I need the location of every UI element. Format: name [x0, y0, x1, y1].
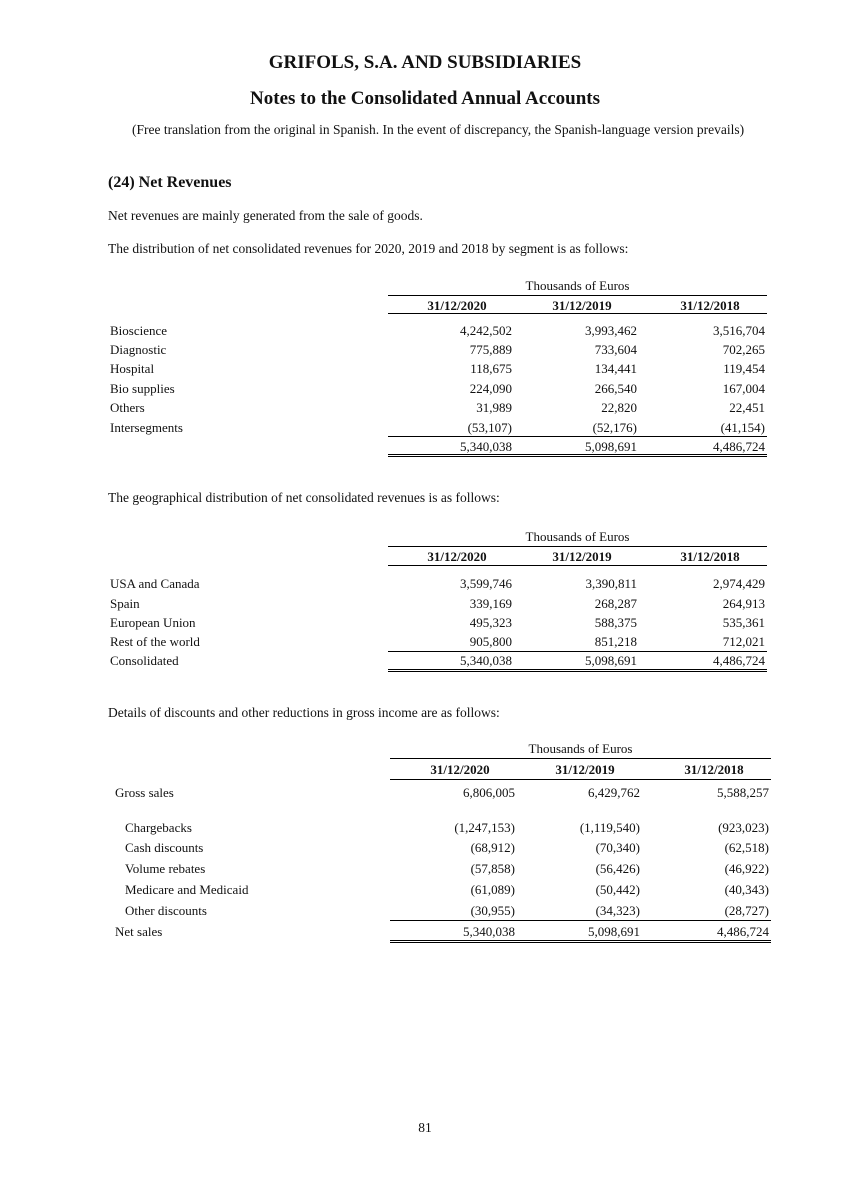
table-row — [0, 361, 850, 379]
table-row — [0, 840, 850, 858]
cell-value: 264,913 — [722, 596, 765, 611]
table-row — [0, 342, 850, 360]
cell-value: 266,540 — [594, 381, 637, 396]
column-header: 31/12/2018 — [684, 762, 744, 777]
row-label: European Union — [110, 615, 196, 630]
cell-value: 3,516,704 — [713, 323, 765, 338]
table-row — [0, 861, 850, 879]
table-row — [0, 596, 850, 614]
table-row — [0, 785, 850, 803]
cell-value: (70,340) — [595, 840, 640, 855]
column-header: 31/12/2019 — [555, 762, 615, 777]
cell-value: 4,486,724 — [713, 653, 765, 668]
segment-intro-text: The distribution of net consolidated revenues for 2020, 2019 and 2018 by segment is as follows: — [108, 241, 629, 256]
table-row — [0, 820, 850, 838]
cell-value: (62,518) — [724, 840, 769, 855]
cell-value: (41,154) — [720, 420, 765, 435]
cell-value: (34,323) — [595, 903, 640, 918]
cell-value: 167,004 — [722, 381, 765, 396]
header-top-rule — [388, 546, 767, 547]
row-label: Diagnostic — [110, 342, 167, 357]
cell-value: 119,454 — [723, 361, 765, 376]
table-row — [0, 634, 850, 652]
cell-value: 5,340,038 — [460, 653, 512, 668]
cell-value: (53,107) — [467, 420, 512, 435]
table-row — [0, 576, 850, 594]
table-row — [0, 400, 850, 418]
row-label: Cash discounts — [125, 840, 204, 855]
cell-value: (28,727) — [724, 903, 769, 918]
row-label: Consolidated — [110, 653, 179, 668]
total-double-rule — [388, 669, 767, 674]
header-top-rule — [390, 758, 771, 759]
cell-value: 5,098,691 — [585, 439, 637, 454]
unit-label: Thousands of Euros — [525, 278, 630, 293]
cell-value: 588,375 — [594, 615, 637, 630]
cell-value: 2,974,429 — [713, 576, 765, 591]
cell-value: (52,176) — [592, 420, 637, 435]
cell-value: 775,889 — [469, 342, 512, 357]
cell-value: 733,604 — [594, 342, 637, 357]
intro-text: Net revenues are mainly generated from the sale of goods. — [108, 208, 423, 223]
cell-value: (56,426) — [595, 861, 640, 876]
column-header: 31/12/2020 — [427, 298, 487, 313]
cell-value: 495,323 — [469, 615, 512, 630]
document-title: Notes to the Consolidated Annual Accounts — [250, 88, 600, 109]
cell-value: 5,340,038 — [463, 924, 515, 939]
table-row — [0, 381, 850, 399]
cell-value: 22,820 — [601, 400, 637, 415]
column-header: 31/12/2020 — [427, 549, 487, 564]
cell-value: 4,486,724 — [717, 924, 769, 939]
cell-value: 905,800 — [469, 634, 512, 649]
header-top-rule — [388, 295, 767, 296]
cell-value: 5,588,257 — [717, 785, 769, 800]
table-row — [0, 323, 850, 341]
column-header: 31/12/2019 — [552, 549, 612, 564]
cell-value: 339,169 — [469, 596, 512, 611]
cell-value: 224,090 — [469, 381, 512, 396]
cell-value: 31,989 — [476, 400, 512, 415]
row-label: Spain — [110, 596, 140, 611]
header-bottom-rule — [390, 779, 771, 780]
discount-intro-text: Details of discounts and other reductions in gross income are as follows: — [108, 705, 500, 720]
table-row — [0, 903, 850, 921]
row-label: Net sales — [115, 924, 163, 939]
cell-value: 4,486,724 — [713, 439, 765, 454]
header-bottom-rule — [388, 565, 767, 566]
cell-value: (61,089) — [470, 882, 515, 897]
header-bottom-rule — [388, 313, 767, 314]
cell-value: 3,390,811 — [585, 576, 637, 591]
row-label: Bioscience — [110, 323, 168, 338]
cell-value: 3,599,746 — [460, 576, 512, 591]
cell-value: 22,451 — [729, 400, 765, 415]
geo-intro-text: The geographical distribution of net consolidated revenues is as follows: — [108, 490, 500, 505]
cell-value: 268,287 — [594, 596, 637, 611]
row-label: Chargebacks — [125, 820, 192, 835]
total-double-rule — [390, 940, 771, 945]
subtotal-rule — [388, 651, 767, 652]
total-double-rule — [388, 454, 767, 459]
cell-value: 851,218 — [594, 634, 637, 649]
row-label: Bio supplies — [110, 381, 175, 396]
cell-value: 535,361 — [722, 615, 765, 630]
cell-value: (46,922) — [724, 861, 769, 876]
unit-label: Thousands of Euros — [528, 741, 633, 756]
row-label: Others — [110, 400, 145, 415]
cell-value: 702,265 — [722, 342, 765, 357]
company-title: GRIFOLS, S.A. AND SUBSIDIARIES — [268, 52, 582, 73]
cell-value: (50,442) — [595, 882, 640, 897]
table-row — [0, 615, 850, 633]
cell-value: 6,806,005 — [463, 785, 515, 800]
row-label: Other discounts — [125, 903, 207, 918]
cell-value: 5,098,691 — [585, 653, 637, 668]
translation-disclaimer: (Free translation from the original in Spanish. In the event of discrepancy, the Spanish-language version prevails) — [132, 122, 745, 137]
cell-value: (1,119,540) — [579, 820, 640, 835]
cell-value: (1,247,153) — [454, 820, 515, 835]
subtotal-rule — [390, 920, 771, 921]
column-header: 31/12/2020 — [430, 762, 490, 777]
row-label: Medicare and Medicaid — [125, 882, 249, 897]
row-label: Intersegments — [110, 420, 183, 435]
row-label: Volume rebates — [125, 861, 206, 876]
cell-value: 712,021 — [722, 634, 765, 649]
column-header: 31/12/2018 — [680, 298, 740, 313]
cell-value: (68,912) — [470, 840, 515, 855]
cell-value: (57,858) — [470, 861, 515, 876]
cell-value: 5,098,691 — [588, 924, 640, 939]
cell-value: (30,955) — [470, 903, 515, 918]
row-label: USA and Canada — [110, 576, 200, 591]
table-row — [0, 882, 850, 900]
cell-value: 6,429,762 — [588, 785, 640, 800]
section-heading: (24) Net Revenues — [108, 174, 232, 191]
cell-value: 134,441 — [594, 361, 637, 376]
cell-value: 3,993,462 — [585, 323, 637, 338]
row-label: Rest of the world — [110, 634, 200, 649]
cell-value: 4,242,502 — [460, 323, 512, 338]
row-label: Gross sales — [115, 785, 174, 800]
column-header: 31/12/2019 — [552, 298, 612, 313]
row-label: Hospital — [110, 361, 155, 376]
cell-value: 118,675 — [470, 361, 512, 376]
subtotal-rule — [388, 436, 767, 437]
cell-value: 5,340,038 — [460, 439, 512, 454]
page-number: 81 — [418, 1120, 432, 1135]
unit-label: Thousands of Euros — [525, 529, 630, 544]
cell-value: (40,343) — [724, 882, 769, 897]
column-header: 31/12/2018 — [680, 549, 740, 564]
cell-value: (923,023) — [718, 820, 769, 835]
